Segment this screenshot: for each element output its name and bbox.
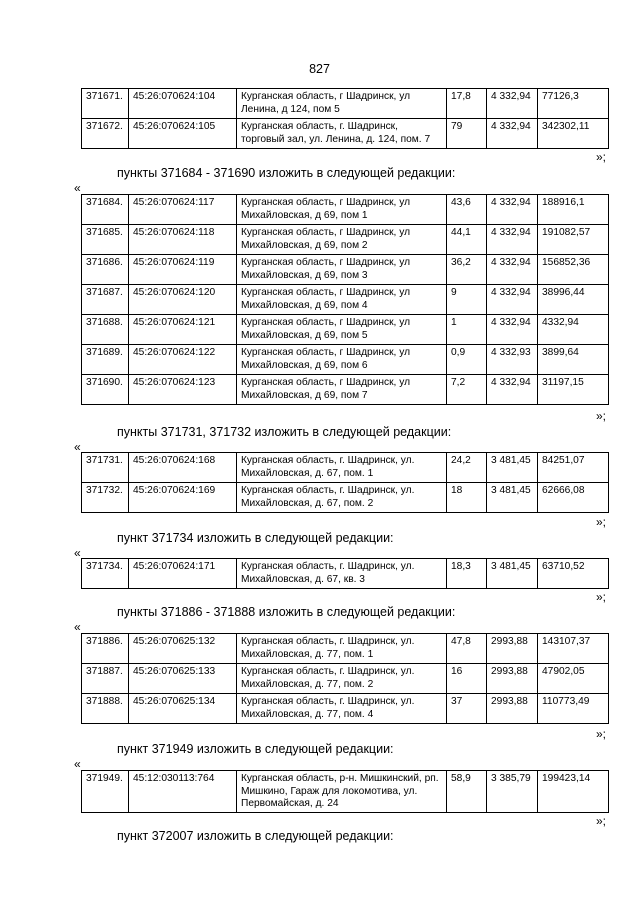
cadastral-number: 45:26:070624:169 [129,483,237,513]
address: Курганская область, г Шадринск, ул Михайловская, д 69, пом 1 [237,195,447,225]
area: 58,9 [447,771,487,813]
address: Курганская область, г. Шадринск, торговый зал, ул. Ленина, д. 124, пом. 7 [237,119,447,149]
address: Курганская область, г. Шадринск, ул. Михайловская, д. 77, пом. 4 [237,694,447,724]
rate: 4 332,94 [487,195,538,225]
value: 156852,36 [538,255,609,285]
rate: 4 332,94 [487,225,538,255]
area: 7,2 [447,375,487,405]
address: Курганская область, г. Шадринск, ул. Михайловская, д. 77, пом. 1 [237,634,447,664]
value: 47902,05 [538,664,609,694]
table-row [82,559,609,589]
area: 36,2 [447,255,487,285]
opening-quote: « [74,620,81,634]
instruction-text: пункты 371731, 371732 изложить в следующей редакции: [117,425,452,439]
item-number: 371888. [82,694,129,724]
property-table [81,194,609,405]
item-number: 371886. [82,634,129,664]
area: 1 [447,315,487,345]
area: 9 [447,285,487,315]
value: 77126,3 [538,89,609,119]
item-number: 371690. [82,375,129,405]
area: 17,8 [447,89,487,119]
page-number: 827 [309,62,330,76]
rate: 3 385,79 [487,771,538,813]
area: 24,2 [447,453,487,483]
opening-quote: « [74,440,81,454]
area: 18,3 [447,559,487,589]
table-row [82,634,609,664]
cadastral-number: 45:26:070624:122 [129,345,237,375]
item-number: 371734. [82,559,129,589]
item-number: 371949. [82,771,129,813]
rate: 4 332,94 [487,89,538,119]
instruction-text: пункт 371949 изложить в следующей редакции: [117,742,394,756]
rate: 3 481,45 [487,453,538,483]
cadastral-number: 45:26:070624:123 [129,375,237,405]
table-row [82,345,609,375]
instruction-text: пункт 371734 изложить в следующей редакции: [117,531,394,545]
rate: 4 332,94 [487,375,538,405]
area: 79 [447,119,487,149]
opening-quote: « [74,181,81,195]
value: 84251,07 [538,453,609,483]
cadastral-number: 45:26:070624:117 [129,195,237,225]
value: 38996,44 [538,285,609,315]
table-row [82,285,609,315]
address: Курганская область, г Шадринск, ул Михайловская, д 69, пом 2 [237,225,447,255]
table-row [82,119,609,149]
rate: 4 332,94 [487,315,538,345]
closing-quote: »; [596,409,607,423]
address: Курганская область, г. Шадринск, ул. Михайловская, д. 67, пом. 1 [237,453,447,483]
cadastral-number: 45:26:070624:105 [129,119,237,149]
item-number: 371689. [82,345,129,375]
cadastral-number: 45:26:070625:132 [129,634,237,664]
value: 143107,37 [538,634,609,664]
closing-quote: »; [596,150,607,164]
cadastral-number: 45:26:070624:121 [129,315,237,345]
value: 199423,14 [538,771,609,813]
cadastral-number: 45:12:030113:764 [129,771,237,813]
cadastral-number: 45:26:070624:104 [129,89,237,119]
address: Курганская область, г Шадринск, ул Михайловская, д 69, пом 5 [237,315,447,345]
value: 31197,15 [538,375,609,405]
cadastral-number: 45:26:070625:133 [129,664,237,694]
table-row [82,483,609,513]
value: 191082,57 [538,225,609,255]
value: 110773,49 [538,694,609,724]
rate: 4 332,93 [487,345,538,375]
table-row [82,453,609,483]
table-row [82,315,609,345]
instruction-text: пункты 371886 - 371888 изложить в следующей редакции: [117,605,456,619]
value: 3899,64 [538,345,609,375]
cadastral-number: 45:26:070624:171 [129,559,237,589]
item-number: 371672. [82,119,129,149]
closing-quote: »; [596,727,607,741]
rate: 2993,88 [487,664,538,694]
cadastral-number: 45:26:070624:118 [129,225,237,255]
closing-quote: »; [596,814,607,828]
address: Курганская область, г. Шадринск, ул. Михайловская, д. 67, пом. 2 [237,483,447,513]
property-table [81,452,609,513]
rate: 3 481,45 [487,483,538,513]
rate: 4 332,94 [487,119,538,149]
item-number: 371732. [82,483,129,513]
table-row [82,664,609,694]
item-number: 371731. [82,453,129,483]
instruction-text: пункты 371684 - 371690 изложить в следующей редакции: [117,166,456,180]
item-number: 371687. [82,285,129,315]
closing-quote: »; [596,590,607,604]
address: Курганская область, г Шадринск, ул Михайловская, д 69, пом 3 [237,255,447,285]
address: Курганская область, г Шадринск, ул Ленина, д 124, пом 5 [237,89,447,119]
item-number: 371671. [82,89,129,119]
opening-quote: « [74,757,81,771]
area: 43,6 [447,195,487,225]
table-row [82,375,609,405]
table-row [82,771,609,813]
cadastral-number: 45:26:070624:119 [129,255,237,285]
item-number: 371684. [82,195,129,225]
rate: 2993,88 [487,634,538,664]
address: Курганская область, г Шадринск, ул Михайловская, д 69, пом 7 [237,375,447,405]
address: Курганская область, г Шадринск, ул Михайловская, д 69, пом 4 [237,285,447,315]
property-table [81,88,609,149]
area: 0,9 [447,345,487,375]
closing-quote: »; [596,515,607,529]
instruction-text: пункт 372007 изложить в следующей редакции: [117,829,394,843]
area: 16 [447,664,487,694]
address: Курганская область, г Шадринск, ул Михайловская, д 69, пом 6 [237,345,447,375]
address: Курганская область, р-н. Мишкинский, рп. Мишкино, Гараж для локомотива, ул. Первомайская, д. 24 [237,771,447,813]
table-row [82,225,609,255]
area: 47,8 [447,634,487,664]
value: 188916,1 [538,195,609,225]
table-row [82,89,609,119]
area: 37 [447,694,487,724]
rate: 4 332,94 [487,255,538,285]
cadastral-number: 45:26:070624:168 [129,453,237,483]
item-number: 371686. [82,255,129,285]
item-number: 371688. [82,315,129,345]
value: 4332,94 [538,315,609,345]
value: 342302,11 [538,119,609,149]
rate: 4 332,94 [487,285,538,315]
address: Курганская область, г. Шадринск, ул. Михайловская, д. 77, пом. 2 [237,664,447,694]
cadastral-number: 45:26:070624:120 [129,285,237,315]
rate: 2993,88 [487,694,538,724]
table-row [82,694,609,724]
item-number: 371887. [82,664,129,694]
area: 18 [447,483,487,513]
address: Курганская область, г. Шадринск, ул. Михайловская, д. 67, кв. 3 [237,559,447,589]
property-table [81,558,609,589]
value: 63710,52 [538,559,609,589]
cadastral-number: 45:26:070625:134 [129,694,237,724]
area: 44,1 [447,225,487,255]
rate: 3 481,45 [487,559,538,589]
table-row [82,195,609,225]
property-table [81,633,609,724]
value: 62666,08 [538,483,609,513]
table-row [82,255,609,285]
opening-quote: « [74,546,81,560]
item-number: 371685. [82,225,129,255]
property-table [81,770,609,813]
